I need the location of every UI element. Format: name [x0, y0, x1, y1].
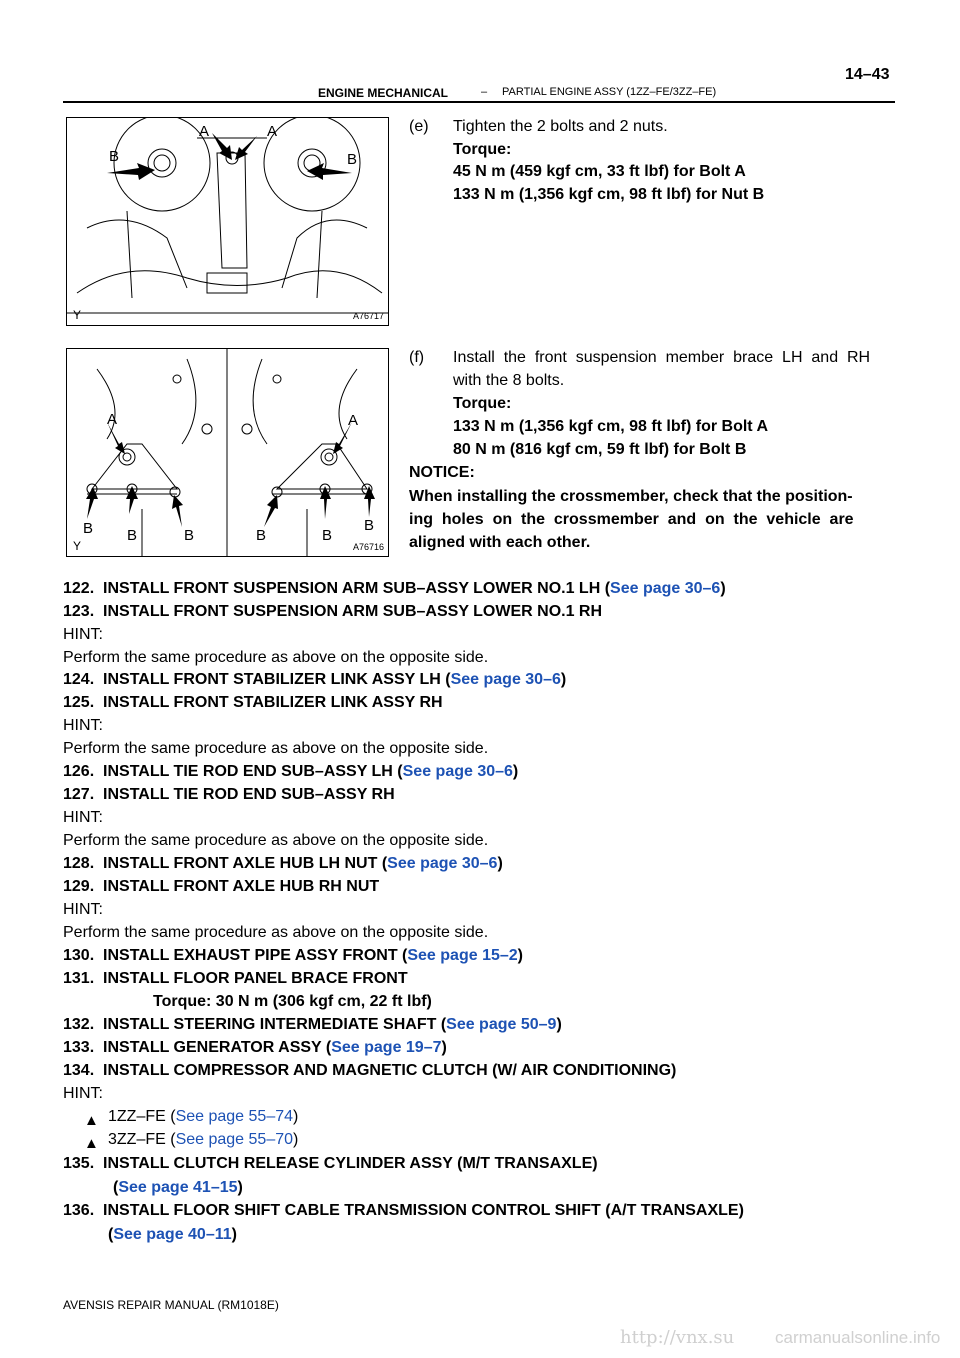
bullet-1zz-text: 1ZZ–FE (: [108, 1108, 176, 1125]
fig1-code: A76717: [353, 311, 385, 321]
step-136-link[interactable]: See page 40–11: [113, 1226, 232, 1243]
step-129-num: 129.: [63, 878, 95, 895]
step-123-num: 123.: [63, 603, 95, 620]
fig2-label-b-6: B: [364, 517, 375, 534]
bullet-3zz-text: 3ZZ–FE (: [108, 1131, 176, 1148]
step-126: [63, 763, 518, 781]
header-dash: –: [481, 86, 488, 98]
step-122-link[interactable]: See page 30–6: [610, 580, 721, 597]
step-135-link[interactable]: See page 41–15: [118, 1179, 238, 1196]
step-133-text: INSTALL GENERATOR ASSY (: [103, 1039, 332, 1056]
step-125-text: INSTALL FRONT STABILIZER LINK ASSY RH: [103, 694, 443, 711]
fig1-y-mark: Y: [73, 308, 82, 322]
step-128-text: INSTALL FRONT AXLE HUB LH NUT (: [103, 855, 388, 872]
step-135-num: 135.: [63, 1155, 95, 1172]
watermark-vnx: http://vnx.su: [620, 1327, 735, 1348]
hint-134: HINT:: [63, 1085, 103, 1102]
step-127-text: INSTALL TIE ROD END SUB–ASSY RH: [103, 786, 395, 803]
step-129: [63, 878, 379, 896]
step-126-close: ): [512, 763, 519, 780]
step-124: [63, 671, 566, 689]
step-130-text: INSTALL EXHAUST PIPE ASSY FRONT (: [103, 947, 408, 964]
step-f-torque-1: 133 N m (1,356 kgf cm, 98 ft lbf) for Bolt A: [453, 418, 769, 435]
step-128-link[interactable]: See page 30–6: [387, 855, 498, 872]
hint-123-text: Perform the same procedure as above on the opposite side.: [63, 649, 489, 666]
step-122-close: ): [720, 580, 726, 597]
step-131: [63, 970, 408, 988]
step-135-close: ): [237, 1179, 243, 1196]
step-134-text: INSTALL COMPRESSOR AND MAGNETIC CLUTCH (W/ AIR CONDITIONING): [103, 1062, 677, 1079]
step-136-num: 136.: [63, 1202, 95, 1219]
fig1-label-a-left: A: [199, 123, 210, 140]
step-128-close: ): [497, 855, 503, 872]
step-124-close: ): [560, 671, 567, 688]
bullet-1zz-close: ): [293, 1108, 299, 1125]
notice-line-2: ing holes on the crossmember and on the vehicle are: [409, 511, 854, 528]
hint-125: HINT:: [63, 717, 103, 734]
step-e-torque-1: 45 N m (459 kgf cm, 33 ft lbf) for Bolt A: [453, 163, 746, 180]
hint-129: HINT:: [63, 901, 103, 918]
step-136-close: ): [231, 1226, 237, 1243]
step-122-text: INSTALL FRONT SUSPENSION ARM SUB–ASSY LOWER NO.1 LH (: [103, 580, 611, 597]
step-122: [63, 580, 726, 598]
hint-123: HINT:: [63, 626, 103, 643]
hint-127-text: Perform the same procedure as above on the opposite side.: [63, 832, 489, 849]
step-e-torque-2: 133 N m (1,356 kgf cm, 98 ft lbf) for Nut B: [453, 186, 765, 203]
step-129-text: INSTALL FRONT AXLE HUB RH NUT: [103, 878, 380, 895]
step-124-link[interactable]: See page 30–6: [450, 671, 561, 688]
step-f-text-2: with the 8 bolts.: [453, 372, 565, 389]
header-subsection: PARTIAL ENGINE ASSY (1ZZ–FE/3ZZ–FE): [502, 86, 717, 98]
step-128-num: 128.: [63, 855, 95, 872]
step-130-close: ): [517, 947, 523, 964]
notice-line-3: aligned with each other.: [409, 534, 591, 551]
step-127: [63, 786, 395, 804]
step-132-num: 132.: [63, 1016, 95, 1033]
hint-129-text: Perform the same procedure as above on the opposite side.: [63, 924, 489, 941]
step-126-link[interactable]: See page 30–6: [402, 763, 513, 780]
fig2-label-a-right: A: [348, 412, 359, 429]
fig2-label-b-2: B: [127, 527, 138, 544]
step-f-marker: (f): [409, 349, 425, 366]
fig1-label-b-right: B: [347, 151, 358, 168]
figure-bolt-diagram-1: [66, 117, 389, 326]
header-rule: [63, 101, 895, 103]
figure-bolt-diagram-2: [66, 348, 389, 557]
header-section: ENGINE MECHANICAL: [318, 86, 449, 100]
step-122-num: 122.: [63, 580, 95, 597]
step-126-num: 126.: [63, 763, 95, 780]
step-e-torque-label: Torque:: [453, 141, 512, 158]
step-128: [63, 855, 503, 873]
step-134-num: 134.: [63, 1062, 95, 1079]
fig2-label-b-5: B: [322, 527, 333, 544]
page-number: 14–43: [845, 66, 890, 83]
bullet-1zz: [108, 1108, 298, 1126]
triangle-bullet-icon: ▲: [84, 1112, 99, 1129]
step-132-close: ): [556, 1016, 562, 1033]
step-f-text-1: Install the front suspension member brace LH and RH: [453, 349, 871, 366]
footer-manual-title: AVENSIS REPAIR MANUAL (RM1018E): [63, 1298, 279, 1312]
triangle-bullet-icon: ▲: [84, 1135, 99, 1152]
step-124-num: 124.: [63, 671, 95, 688]
hint-127: HINT:: [63, 809, 103, 826]
step-123-text: INSTALL FRONT SUSPENSION ARM SUB–ASSY LOWER NO.1 RH: [103, 603, 603, 620]
step-f-torque-2: 80 N m (816 kgf cm, 59 ft lbf) for Bolt B: [453, 441, 747, 458]
step-125-num: 125.: [63, 694, 95, 711]
step-f-torque-label: Torque:: [453, 395, 512, 412]
step-135: [63, 1155, 598, 1173]
fig2-code: A76716: [353, 542, 385, 552]
bullet-3zz-close: ): [293, 1131, 299, 1148]
fig2-label-b-1: B: [83, 520, 94, 537]
step-131-torque: Torque: 30 N m (306 kgf cm, 22 ft lbf): [153, 993, 432, 1010]
fig1-label-a-right: A: [267, 123, 278, 140]
fig1-label-b-left: B: [109, 148, 120, 165]
step-126-text: INSTALL TIE ROD END SUB–ASSY LH (: [103, 763, 403, 780]
step-125: [63, 694, 443, 712]
step-123: [63, 603, 602, 621]
step-130-link[interactable]: See page 15–2: [407, 947, 518, 964]
fig2-label-a-left: A: [107, 411, 118, 428]
step-127-num: 127.: [63, 786, 95, 803]
step-131-text: INSTALL FLOOR PANEL BRACE FRONT: [103, 970, 408, 987]
step-132-text: INSTALL STEERING INTERMEDIATE SHAFT (: [103, 1016, 447, 1033]
step-131-num: 131.: [63, 970, 95, 987]
notice-label: NOTICE:: [409, 464, 475, 481]
watermark-carmanuals: carmanualsonline.info: [775, 1328, 941, 1347]
step-135-text: INSTALL CLUTCH RELEASE CYLINDER ASSY (M/T TRANSAXLE): [103, 1155, 598, 1172]
bullet-1zz-link[interactable]: See page 55–74: [175, 1108, 294, 1125]
crossmember-brace-illustration: [67, 349, 388, 556]
step-130-num: 130.: [63, 947, 95, 964]
bullet-3zz-link[interactable]: See page 55–70: [175, 1131, 294, 1148]
step-133: [63, 1039, 447, 1057]
fig2-label-b-4: B: [256, 527, 267, 544]
step-136-open: (: [108, 1226, 114, 1243]
step-133-link[interactable]: See page 19–7: [331, 1039, 442, 1056]
step-136-text: INSTALL FLOOR SHIFT CABLE TRANSMISSION CONTROL SHIFT (A/T TRANSAXLE): [103, 1202, 744, 1219]
step-132-link[interactable]: See page 50–9: [446, 1016, 557, 1033]
step-124-text: INSTALL FRONT STABILIZER LINK ASSY LH (: [103, 671, 451, 688]
step-136: [63, 1202, 744, 1220]
step-135-ref: [113, 1179, 243, 1197]
step-133-num: 133.: [63, 1039, 95, 1056]
fig2-label-b-3: B: [184, 527, 195, 544]
step-e-marker: (e): [409, 118, 429, 135]
hint-125-text: Perform the same procedure as above on the opposite side.: [63, 740, 489, 757]
step-130: [63, 947, 523, 965]
step-132: [63, 1016, 562, 1034]
notice-line-1: When installing the crossmember, check that the position-: [409, 488, 853, 505]
fig2-y-mark: Y: [73, 539, 82, 553]
step-133-close: ): [441, 1039, 447, 1056]
bullet-3zz: [108, 1131, 298, 1149]
step-134: [63, 1062, 676, 1080]
step-e-text: Tighten the 2 bolts and 2 nuts.: [453, 118, 668, 135]
step-135-open: (: [113, 1179, 119, 1196]
step-136-ref: [108, 1226, 237, 1244]
